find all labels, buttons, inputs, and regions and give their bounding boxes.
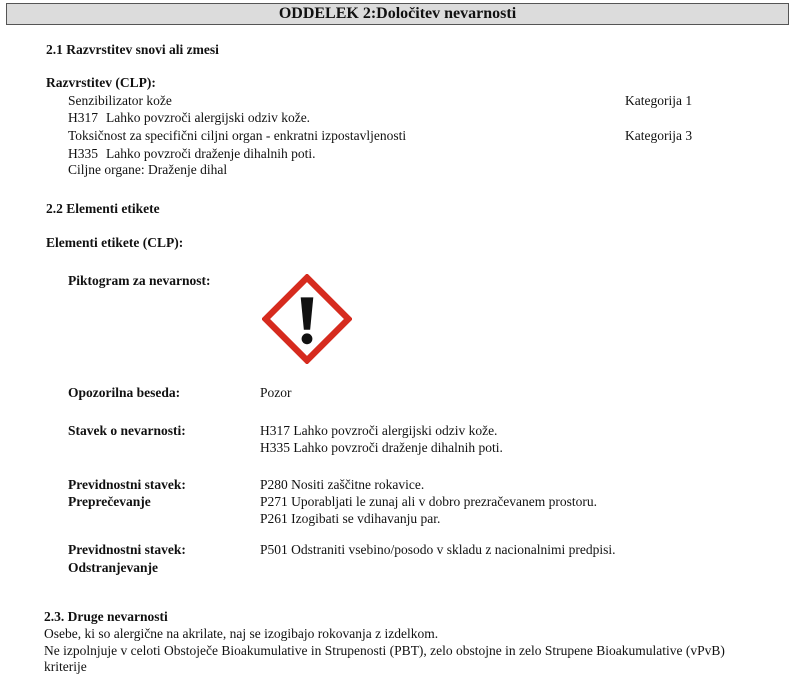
- hazard-statement-line: H335 Lahko povzroči draženje dihalnih poti.: [260, 440, 503, 455]
- classification-item-text: Senzibilizator kože: [68, 93, 172, 108]
- precaution-prevention-label: Previdnostni stavek:: [68, 477, 186, 492]
- precaution-disposal-sublabel: Odstranjevanje: [68, 560, 158, 575]
- section-2-3-heading: 2.3. Druge nevarnosti: [44, 609, 168, 624]
- target-organs-text: Ciljne organe: Draženje dihal: [68, 162, 228, 177]
- hazard-code: H317: [68, 110, 98, 125]
- section-title-banner: ODDELEK 2:Določitev nevarnosti: [6, 3, 789, 25]
- precaution-disposal-label: Previdnostni stavek:: [68, 542, 186, 557]
- hazard-code: H335: [68, 146, 98, 161]
- other-hazards-line: Osebe, ki so alergične na akrilate, naj se izogibajo rokovanja z izdelkom.: [44, 626, 439, 641]
- precaution-line: P271 Uporabljati le zunaj ali v dobro prezračevanem prostoru.: [260, 494, 598, 509]
- exclamation-mark-ghs07-icon: [262, 274, 352, 364]
- classification-hazard-line: [68, 146, 316, 162]
- section-2-1-heading: 2.1 Razvrstitev snovi ali zmesi: [46, 42, 219, 57]
- classification-item-category: Kategorija 1: [625, 93, 693, 108]
- hazard-text: Lahko povzroči alergijski odziv kože.: [106, 110, 311, 125]
- other-hazards-line: kriterije: [44, 659, 87, 674]
- signal-word-label: Opozorilna beseda:: [68, 385, 181, 400]
- classification-hazard-line: [68, 110, 310, 126]
- label-elements-clp-heading: Elementi etikete (CLP):: [46, 235, 184, 250]
- classification-item-category: Kategorija 3: [625, 128, 693, 143]
- section-2-2-heading: 2.2 Elementi etikete: [46, 201, 160, 216]
- other-hazards-line: Ne izpolnjuje v celoti Obstoječe Bioakumulative in Strupenosti (PBT), zelo obstojne in zelo Strupene Bioakumulative (vPvB): [44, 643, 725, 658]
- precaution-prevention-sublabel: Preprečevanje: [68, 494, 151, 509]
- classification-item-text: Toksičnost za specifični ciljni organ - enkratni izpostavljenosti: [68, 128, 407, 143]
- precaution-line: P280 Nositi zaščitne rokavice.: [260, 477, 425, 492]
- precaution-line: P501 Odstraniti vsebino/posodo v skladu z nacionalnimi predpisi.: [260, 542, 616, 557]
- signal-word-value: Pozor: [260, 385, 292, 400]
- pictogram-label: Piktogram za nevarnost:: [68, 273, 211, 288]
- hazard-statement-line: H317 Lahko povzroči alergijski odziv kože.: [260, 423, 498, 438]
- hazard-statement-label: Stavek o nevarnosti:: [68, 423, 186, 438]
- precaution-line: P261 Izogibati se vdihavanju par.: [260, 511, 441, 526]
- classification-clp-heading: Razvrstitev (CLP):: [46, 75, 156, 90]
- hazard-text: Lahko povzroči draženje dihalnih poti.: [106, 146, 316, 161]
